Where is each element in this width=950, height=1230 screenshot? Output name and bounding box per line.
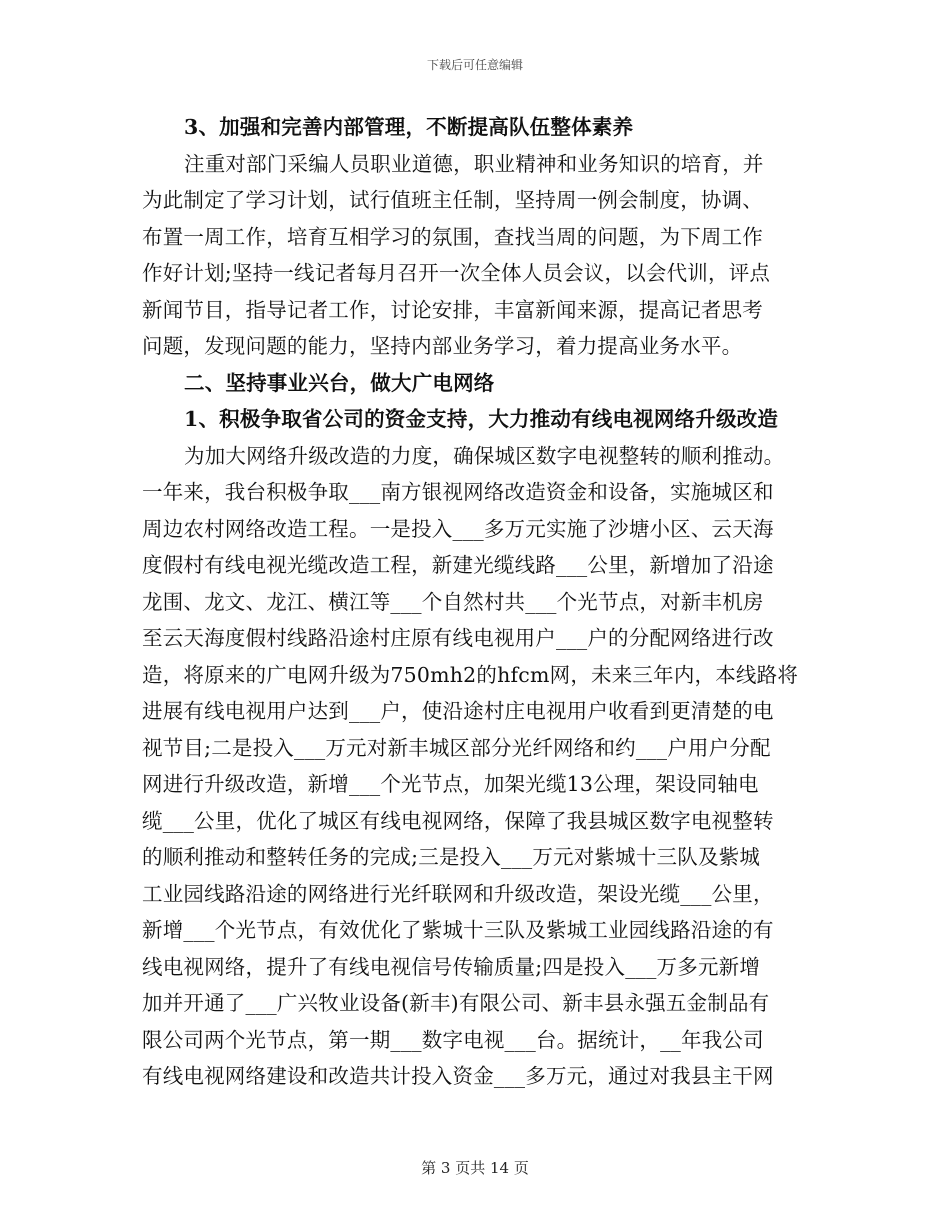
paragraph-line: 至云天海度假村线路沿途村庄原有线电视用户___户的分配网络进行改 [142,626,774,650]
paragraph-line: 龙围、龙文、龙江、横江等___个自然村共___个光节点，对新丰机房 [142,589,764,614]
section-heading: 二、坚持事业兴台，做大广电网络 [184,370,495,395]
section-heading: 1、积极争取省公司的资金支持，大力推动有线电视网络升级改造 [184,407,779,431]
paragraph-line: 注重对部门采编人员职业道德，职业精神和业务知识的培育，并 [184,151,764,176]
paragraph-line: 造，将原来的广电网升级为750mh2的hfcm网，未来三年内，本线路将 [142,662,799,687]
paragraph-line: 加并开通了___广兴牧业设备(新丰)有限公司、新丰县永强五金制品有 [142,991,770,1015]
paragraph-line: 布置一周工作，培育互相学习的氛围，查找当周的问题，为下周工作 [142,224,763,249]
paragraph-line: 有线电视网络建设和改造共计投入资金___多万元，通过对我县主干网 [142,1064,774,1088]
section-heading: 3、加强和完善内部管理，不断提高队伍整体素养 [184,115,634,139]
page-header: 下载后可任意编辑 [426,58,523,72]
paragraph-line: 新增___个光节点，有效优化了紫城十三队及紫城工业园线路沿途的有 [142,918,774,942]
paragraph-line: 的顺利推动和整转任务的完成;三是投入___万元对紫城十三队及紫城 [142,845,761,869]
paragraph-line: 工业园线路沿途的网络进行光纤联网和升级改造，架设光缆___公里， [142,881,774,906]
paragraph-line: 为此制定了学习计划，试行值班主任制，坚持周一例会制度，协调、 [142,188,763,212]
paragraph-line: 视节目;二是投入___万元对新丰城区部分光纤网络和约___户用户分配 [142,735,771,760]
paragraph-line: 周边农村网络改造工程。一是投入___多万元实施了沙塘小区、云天海 [142,516,774,541]
paragraph-line: 问题，发现问题的能力，坚持内部业务学习，着力提高业务水平。 [142,334,743,358]
paragraph-line: 线电视网络，提升了有线电视信号传输质量;四是投入___万多元新增 [142,954,761,979]
document-body [142,109,810,1095]
paragraph-line: 度假村有线电视光缆改造工程，新建光缆线路___公里，新增加了沿途 [142,553,774,577]
paragraph-line: 为加大网络升级改造的力度，确保城区数字电视整转的顺利推动。 [184,443,785,468]
paragraph-line: 缆___公里，优化了城区有线电视网络，保障了我县城区数字电视整转 [142,808,774,833]
page-number: 第 3 页共 14 页 [421,1159,529,1177]
paragraph-line: 一年来，我台积极争取___南方银视网络改造资金和设备，实施城区和 [142,480,774,504]
paragraph-line: 网进行升级改造，新增___个光节点，加架光缆13公理，架设同轴电 [142,772,759,796]
paragraph-line: 进展有线电视用户达到___户，使沿途村庄电视用户收看到更清楚的电 [142,699,774,723]
paragraph-line: 新闻节目，指导记者工作，讨论安排，丰富新闻来源，提高记者思考 [142,297,763,322]
paragraph-line: 作好计划;坚持一线记者每月召开一次全体人员会议，以会代训，评点 [142,261,771,285]
paragraph-line: 限公司两个光节点，第一期___数字电视___台。据统计，__年我公司 [142,1027,764,1052]
